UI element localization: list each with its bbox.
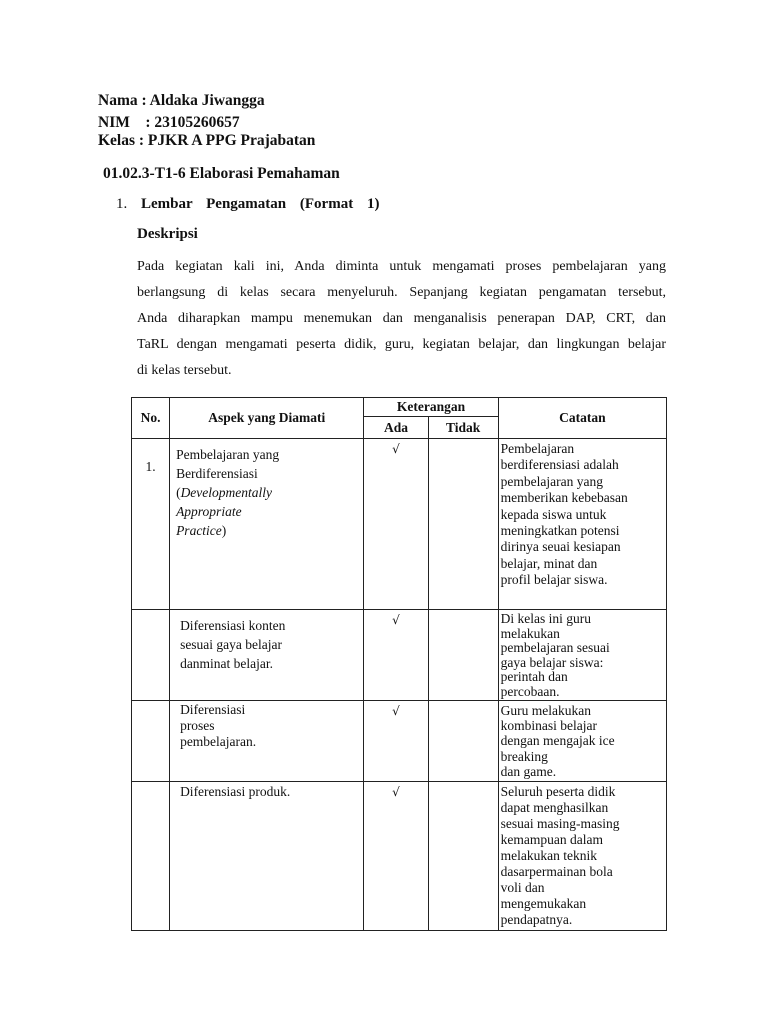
header-keterangan: Keterangan: [364, 398, 498, 417]
catatan-line: kemampuan dalam: [500, 831, 603, 847]
subsection-label: Lembar Pengamatan (Format 1): [141, 196, 380, 212]
cell-aspek: [170, 610, 364, 701]
observation-table: [131, 397, 667, 931]
catatan-line: belajar, minat dan: [500, 555, 598, 571]
catatan-line: perintah dan: [500, 669, 568, 685]
catatan-line: Di kelas ini guru: [500, 611, 592, 626]
check-mark: √: [392, 784, 400, 799]
catatan-line: pendapatnya.: [500, 911, 573, 927]
section-title: 01.02.3-T1-6 Elaborasi Pemahaman: [103, 165, 340, 182]
cell-ada: [364, 781, 428, 930]
aspek-line: sesuai gaya belajar: [180, 637, 283, 652]
table-header-row: [132, 398, 667, 417]
cell-ada: [364, 700, 428, 781]
cell-tidak: [428, 700, 498, 781]
catatan-line: dasarpermainan bola: [500, 863, 613, 879]
catatan-line: gaya belajar siswa:: [500, 654, 604, 670]
aspek-line: danminat belajar.: [180, 656, 274, 671]
cell-ada: [364, 439, 428, 610]
table-row: [132, 700, 667, 781]
catatan-line: dapat menghasilkan: [500, 799, 609, 815]
cell-no: [132, 610, 170, 701]
catatan-line: berdiferensiasi adalah: [500, 457, 619, 473]
aspek-line: Diferensiasi produk.: [180, 783, 291, 799]
aspek-line: Practice): [176, 523, 227, 538]
header-aspek: Aspek yang Diamati: [170, 398, 364, 439]
cell-aspek: [170, 439, 364, 610]
cell-no: [132, 781, 170, 930]
cell-no: 1.: [132, 439, 170, 610]
subsection-title: [116, 196, 379, 213]
cell-tidak: [428, 781, 498, 930]
catatan-line: memberikan kebebasan: [500, 490, 628, 506]
cell-catatan: [498, 700, 666, 781]
header-no: No.: [132, 398, 170, 439]
catatan-line: breaking: [500, 748, 548, 764]
header-ada: Ada: [364, 417, 428, 439]
catatan-line: kepada siswa untuk: [500, 506, 607, 522]
aspek-line: Pembelajaran yang: [176, 447, 280, 462]
catatan-line: mengemukakan: [500, 895, 587, 911]
table-row: [132, 781, 667, 930]
cell-tidak: [428, 439, 498, 610]
catatan-line: Pembelajaran: [500, 441, 575, 456]
student-nim: NIM : 23105260657: [98, 114, 240, 131]
aspek-line: Appropriate: [176, 504, 242, 519]
catatan-line: meningkatkan potensi: [500, 523, 620, 539]
check-mark: √: [392, 442, 400, 456]
catatan-line: kombinasi belajar: [500, 717, 598, 733]
aspek-line: Diferensiasi konten: [180, 618, 286, 633]
aspek-line: proses: [180, 717, 215, 733]
cell-tidak: [428, 610, 498, 701]
student-name: Nama : Aldaka Jiwangga: [98, 92, 265, 109]
catatan-line: Guru melakukan: [500, 702, 592, 718]
catatan-line: melakukan: [500, 625, 560, 641]
catatan-line: percobaan.: [500, 683, 560, 699]
cell-no: [132, 700, 170, 781]
header-tidak: Tidak: [428, 417, 498, 439]
description-line: Anda diharapkan mampu menemukan dan menganalisis penerapan DAP, CRT, dan: [137, 311, 666, 326]
description-paragraph: [137, 254, 666, 384]
catatan-line: melakukan teknik: [500, 847, 598, 863]
cell-aspek: [170, 700, 364, 781]
aspek-line: Berdiferensiasi: [176, 466, 258, 481]
description-line: di kelas tersebut.: [137, 363, 232, 378]
cell-ada: [364, 610, 428, 701]
catatan-line: voli dan: [500, 879, 545, 895]
description-title: Deskripsi: [137, 226, 198, 242]
header-catatan: Catatan: [498, 398, 666, 439]
cell-catatan: [498, 439, 666, 610]
cell-aspek: [170, 781, 364, 930]
catatan-line: dirinya seuai kesiapan: [500, 539, 621, 555]
catatan-line: pembelajaran yang: [500, 473, 603, 489]
subsection-number: 1.: [116, 196, 128, 212]
cell-catatan: [498, 610, 666, 701]
student-class: Kelas : PJKR A PPG Prajabatan: [98, 132, 316, 149]
catatan-line: dan game.: [500, 764, 557, 780]
aspek-line: Diferensiasi: [180, 701, 246, 717]
check-mark: √: [392, 703, 400, 718]
aspek-line: pembelajaran.: [180, 734, 257, 750]
description-line: berlangsung di kelas secara menyeluruh. Sepanjang kegiatan pengamatan tersebut,: [137, 285, 666, 300]
catatan-line: sesuai masing-masing: [500, 815, 620, 831]
check-mark: √: [392, 613, 400, 627]
catatan-line: profil belajar siswa.: [500, 572, 608, 588]
table-row: [132, 610, 667, 701]
description-line: TaRL dengan mengamati peserta didik, guru, kegiatan belajar, dan lingkungan belajar: [137, 337, 666, 352]
table-row: [132, 439, 667, 610]
catatan-line: Seluruh peserta didik: [500, 783, 616, 799]
description-line: Pada kegiatan kali ini, Anda diminta untuk mengamati proses pembelajaran yang: [137, 259, 666, 274]
aspek-line: (Developmentally: [176, 485, 273, 500]
catatan-line: dengan mengajak ice: [500, 733, 615, 749]
catatan-line: pembelajaran sesuai: [500, 640, 610, 656]
cell-catatan: [498, 781, 666, 930]
